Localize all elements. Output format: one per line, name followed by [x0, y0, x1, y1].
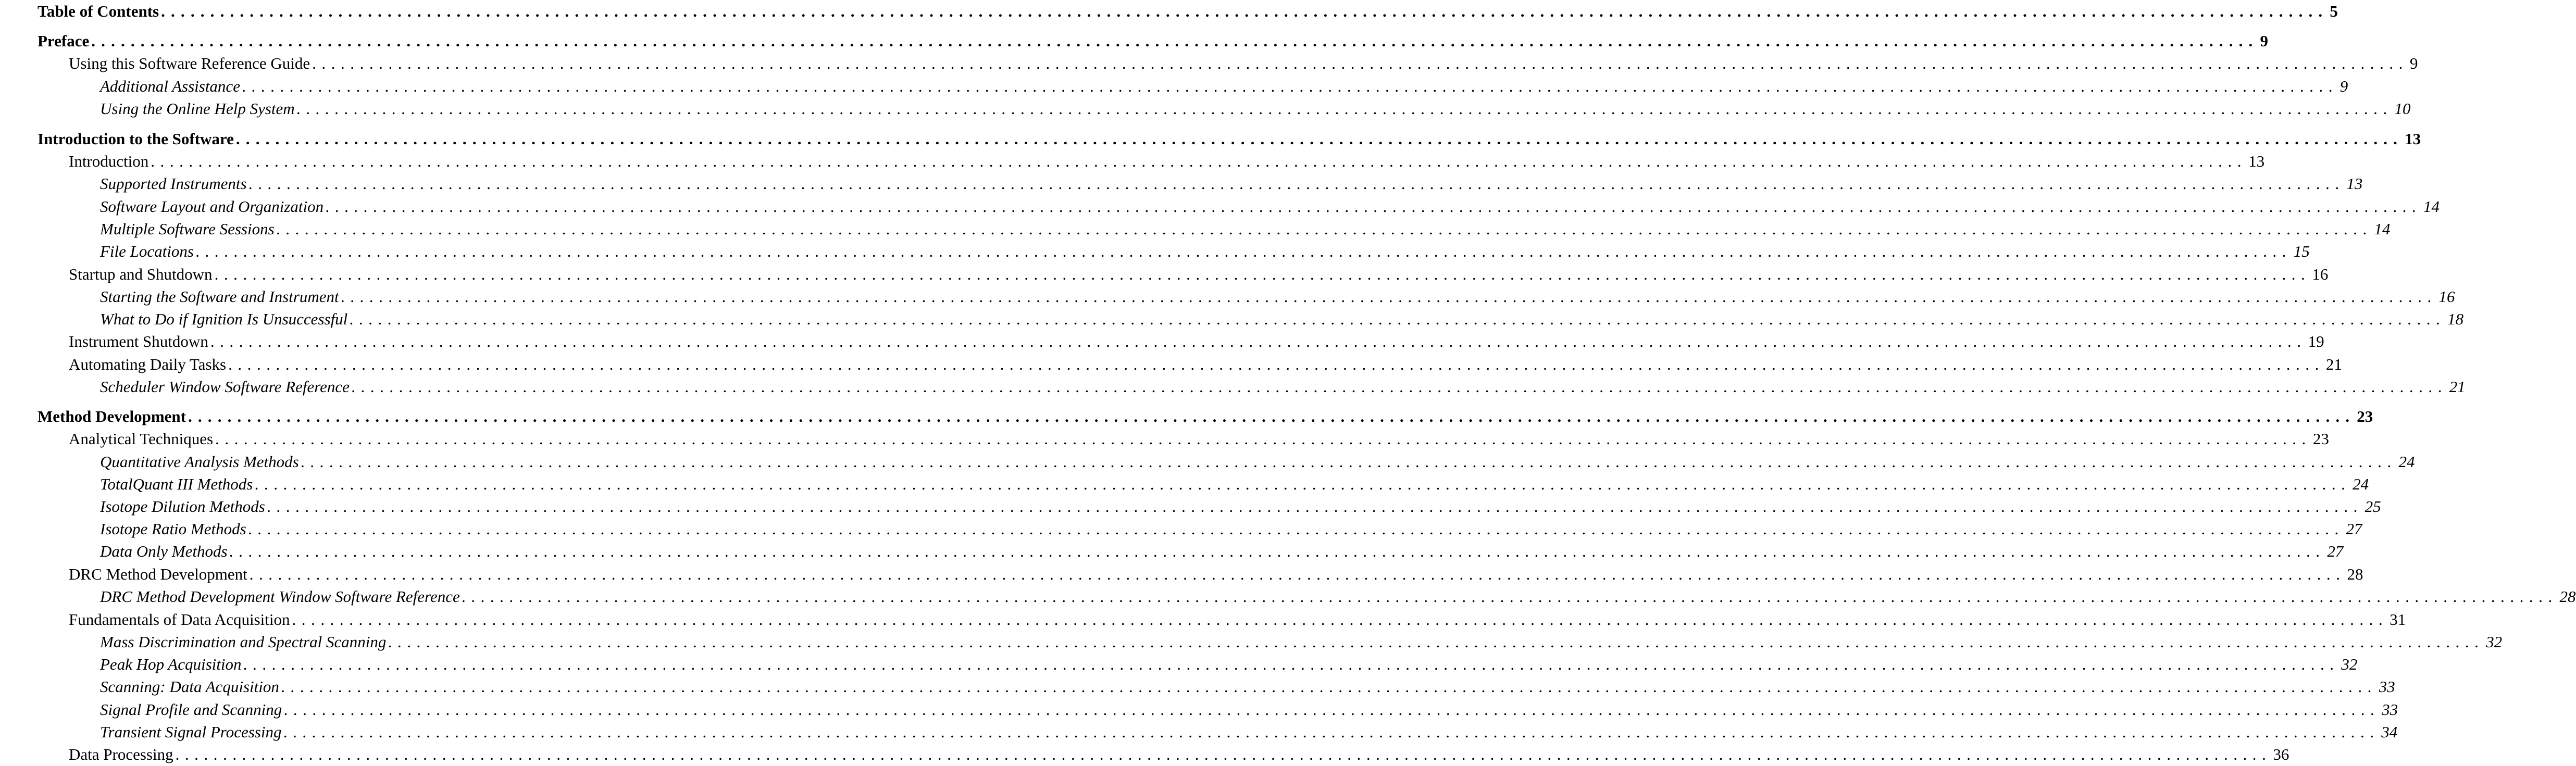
toc-entry-title: Introduction to the Software [38, 130, 234, 148]
dot-leader: ............................................................................................................................................................................................................................ [326, 197, 2422, 216]
dot-leader: ............................................................................................................................................................................................................................ [248, 520, 2345, 538]
toc-entry-page-number: 28 [2559, 587, 2576, 606]
toc-entry-level-3[interactable] [100, 541, 2344, 562]
dot-leader: ............................................................................................................................................................................................................................ [284, 700, 2381, 719]
toc-entry-title: Data Only Methods [100, 542, 228, 560]
toc-entry-level-3[interactable] [100, 376, 2466, 397]
toc-entry-title: Signal Profile and Scanning [100, 700, 282, 719]
toc-entry-level-1[interactable] [38, 406, 2373, 427]
toc-entry-page-number: 18 [2447, 310, 2464, 328]
dot-leader: ............................................................................................................................................................................................................................ [195, 242, 2292, 260]
dot-leader: ............................................................................................................................................................................................................................ [341, 287, 2437, 306]
dot-leader: ............................................................................................................................................................................................................................ [267, 497, 2363, 516]
dot-leader: ............................................................................................................................................................................................................................ [229, 542, 2326, 560]
toc-entry-title: TotalQuant III Methods [100, 475, 253, 493]
dot-leader: ............................................................................................................................................................................................................................ [249, 565, 2346, 583]
toc-entry-title: Transient Signal Processing [100, 723, 282, 741]
toc-entry-page-number: 9 [2409, 54, 2418, 72]
toc-entry-title: Instrument Shutdown [69, 332, 208, 350]
dot-leader: ............................................................................................................................................................................................................................ [312, 54, 2408, 72]
toc-entry-page-number: 13 [2248, 152, 2265, 170]
toc-entry-page-number: 19 [2308, 332, 2324, 350]
dot-leader: ............................................................................................................................................................................................................................ [175, 745, 2272, 763]
toc-entry-title: Analytical Techniques [69, 430, 214, 448]
toc-entry-page-number: 16 [2312, 265, 2329, 283]
toc-entry-level-3[interactable] [100, 286, 2455, 307]
toc-entry-title: Data Processing [69, 745, 173, 763]
toc-entry-page-number: 15 [2293, 242, 2310, 260]
toc-entry-title: Peak Hop Acquisition [100, 655, 242, 673]
toc-entry-title: Quantitative Analysis Methods [100, 453, 299, 471]
dot-leader: ............................................................................................................................................................................................................................ [350, 310, 2446, 328]
toc-entry-level-3[interactable] [100, 219, 2391, 240]
toc-entry-title: Fundamentals of Data Acquisition [69, 610, 290, 629]
toc-entry-title: File Locations [100, 242, 194, 260]
toc-entry-page-number: 33 [2379, 677, 2395, 696]
toc-entry-level-3[interactable] [100, 519, 2362, 539]
toc-entry-level-3[interactable] [100, 196, 2440, 217]
toc-entry-page-number: 21 [2449, 378, 2466, 396]
toc-entry-title: Introduction [69, 152, 149, 170]
toc-entry-page-number: 24 [2353, 475, 2369, 493]
toc-entry-page-number: 27 [2327, 542, 2344, 560]
toc-entry-level-2[interactable] [69, 264, 2329, 285]
toc-entry-page-number: 28 [2347, 565, 2363, 583]
toc-entry-level-1[interactable] [38, 129, 2421, 149]
toc-entry-page-number: 23 [2312, 430, 2329, 448]
toc-entry-title: Starting the Software and Instrument [100, 287, 339, 306]
toc-entry-level-2[interactable] [69, 609, 2406, 630]
toc-entry-title: Automating Daily Tasks [69, 355, 227, 373]
toc-entry-page-number: 33 [2382, 700, 2398, 719]
toc-entry-page-number: 27 [2346, 520, 2362, 538]
toc-entry-page-number: 10 [2394, 99, 2411, 118]
dot-leader: ............................................................................................................................................................................................................................ [242, 77, 2338, 95]
dot-leader: ............................................................................................................................................................................................................................ [281, 677, 2378, 696]
toc-entry-page-number: 9 [2339, 77, 2348, 95]
dot-leader: ............................................................................................................................................................................................................................ [243, 655, 2340, 673]
toc-entry-title: Isotope Ratio Methods [100, 520, 246, 538]
toc-entry-level-1[interactable] [38, 31, 2268, 52]
toc-entry-title: Startup and Shutdown [69, 265, 213, 283]
toc-entry-level-3[interactable] [100, 632, 2503, 652]
toc-entry-title: Additional Assistance [100, 77, 240, 95]
toc-entry-level-2[interactable] [69, 53, 2418, 74]
dot-leader: ............................................................................................................................................................................................................................ [296, 99, 2393, 118]
toc-entry-title: Multiple Software Sessions [100, 220, 275, 238]
toc-entry-level-1[interactable] [38, 1, 2338, 22]
toc-entry-page-number: 31 [2390, 610, 2406, 629]
dot-leader: ............................................................................................................................................................................................................................ [228, 355, 2324, 373]
toc-entry-page-number: 14 [2423, 197, 2440, 216]
toc-entry-level-3[interactable] [100, 699, 2398, 720]
toc-entry-level-2[interactable] [69, 151, 2265, 172]
toc-entry-title: Preface [38, 32, 90, 50]
toc-entry-title: Mass Discrimination and Spectral Scanning [100, 633, 387, 651]
dot-leader: ............................................................................................................................................................................................................................ [210, 332, 2307, 350]
toc-entry-page-number: 14 [2374, 220, 2391, 238]
dot-leader: ............................................................................................................................................................................................................................ [248, 174, 2345, 193]
toc-entry-title: Table of Contents [38, 2, 159, 20]
toc-entry-title: Isotope Dilution Methods [100, 497, 265, 516]
dot-leader: ............................................................................................................................................................................................................................ [388, 633, 2485, 651]
toc-entry-level-3[interactable] [100, 496, 2381, 517]
dot-leader: ............................................................................................................................................................................................................................ [188, 407, 2356, 425]
toc-entry-page-number: 36 [2273, 745, 2289, 763]
toc-entry-title: Using the Online Help System [100, 99, 295, 118]
dot-leader: ............................................................................................................................................................................................................................ [235, 130, 2404, 148]
toc-entry-level-3[interactable] [100, 309, 2464, 330]
toc-entry-level-3[interactable] [100, 98, 2411, 119]
toc-entry-level-3[interactable] [100, 474, 2369, 495]
toc-entry-level-3[interactable] [100, 173, 2363, 194]
dot-leader: ............................................................................................................................................................................................................................ [351, 378, 2448, 396]
dot-leader: ............................................................................................................................................................................................................................ [214, 265, 2311, 283]
toc-entry-page-number: 23 [2357, 407, 2373, 425]
dot-leader: ............................................................................................................................................................................................................................ [283, 723, 2380, 741]
toc-entry-level-2[interactable] [69, 354, 2342, 375]
toc-entry-page-number: 21 [2325, 355, 2342, 373]
toc-entry-level-3[interactable] [100, 722, 2398, 743]
toc-entry-level-2[interactable] [69, 564, 2363, 585]
toc-entry-page-number: 5 [2330, 2, 2338, 20]
toc-entry-title: Scanning: Data Acquisition [100, 677, 279, 696]
toc-entry-level-3[interactable] [100, 654, 2358, 675]
toc-entry-title: What to Do if Ignition Is Unsuccessful [100, 310, 348, 328]
dot-leader: ............................................................................................................................................................................................................................ [91, 32, 2259, 50]
toc-entry-title: Software Layout and Organization [100, 197, 324, 216]
toc-entry-page-number: 34 [2381, 723, 2398, 741]
toc-entry-level-3[interactable] [100, 451, 2415, 472]
toc-entry-page-number: 32 [2341, 655, 2358, 673]
dot-leader: ............................................................................................................................................................................................................................ [255, 475, 2351, 493]
dot-leader: ............................................................................................................................................................................................................................ [161, 2, 2329, 20]
toc-entry-level-3[interactable] [100, 586, 2576, 607]
toc-entry-title: Scheduler Window Software Reference [100, 378, 350, 396]
toc-entry-title: DRC Method Development Window Software Reference [100, 587, 460, 606]
toc-entry-title: Supported Instruments [100, 174, 247, 193]
toc-entry-page-number: 16 [2438, 287, 2455, 306]
toc-entry-level-3[interactable] [100, 676, 2395, 697]
toc-entry-level-3[interactable] [100, 241, 2310, 262]
toc-entry-title: Method Development [38, 407, 186, 425]
toc-entry-title: DRC Method Development [69, 565, 247, 583]
toc-entry-page-number: 9 [2260, 32, 2268, 50]
toc-entry-page-number: 24 [2398, 453, 2415, 471]
toc-entry-level-3[interactable] [100, 76, 2348, 97]
dot-leader: ............................................................................................................................................................................................................................ [151, 152, 2247, 170]
dot-leader: ............................................................................................................................................................................................................................ [292, 610, 2388, 629]
toc-entry-level-2[interactable] [69, 429, 2329, 449]
dot-leader: ............................................................................................................................................................................................................................ [301, 453, 2397, 471]
toc-entry-page-number: 32 [2486, 633, 2503, 651]
toc-entry-page-number: 13 [2405, 130, 2421, 148]
toc-entry-title: Using this Software Reference Guide [69, 54, 310, 72]
toc-entry-page-number: 13 [2346, 174, 2363, 193]
dot-leader: ............................................................................................................................................................................................................................ [215, 430, 2311, 448]
toc-entry-level-2[interactable] [69, 331, 2324, 352]
dot-leader: ............................................................................................................................................................................................................................ [462, 587, 2558, 606]
toc-entry-level-2[interactable] [69, 744, 2289, 765]
dot-leader: ............................................................................................................................................................................................................................ [276, 220, 2373, 238]
toc-entry-page-number: 25 [2365, 497, 2381, 516]
